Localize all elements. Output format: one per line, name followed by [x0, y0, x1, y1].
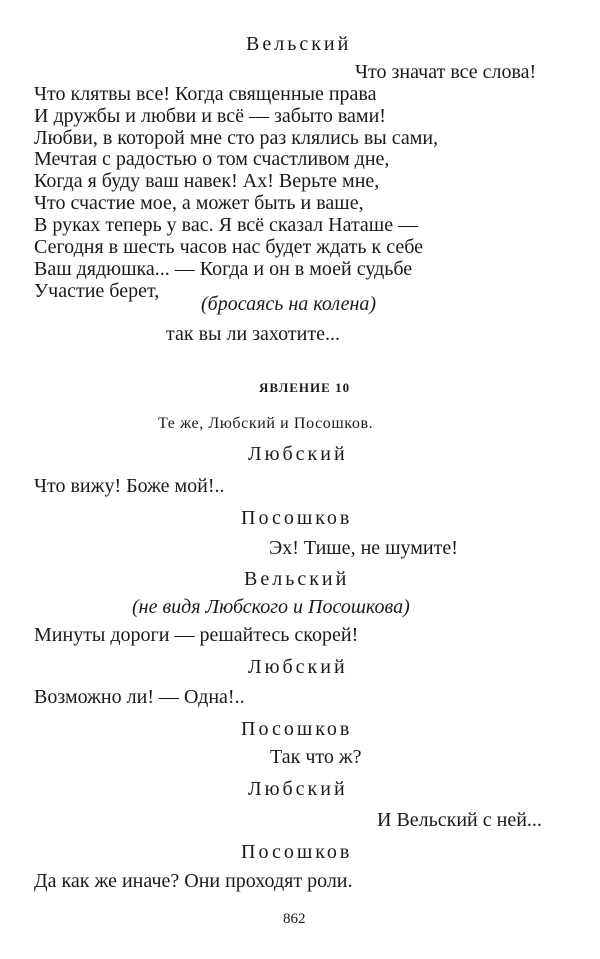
- speaker-name: Любский: [248, 778, 348, 800]
- verse-line: Любви, в которой мне сто раз клялись вы сами,: [34, 127, 439, 149]
- verse-line: И дружбы и любви и всё — забыто вами!: [34, 105, 386, 127]
- verse-line: Эх! Тише, не шумите!: [269, 537, 458, 559]
- verse-line: Участие берет,: [34, 280, 160, 302]
- verse-line: Возможно ли! — Одна!..: [34, 686, 245, 708]
- speaker-name: Любский: [248, 656, 348, 678]
- scene-heading: ЯВЛЕНИЕ 10: [259, 380, 351, 395]
- verse-line: Что вижу! Боже мой!..: [34, 475, 225, 497]
- scene-cast: Те же, Любский и Посошков.: [158, 415, 374, 432]
- speaker-name: Посошков: [241, 841, 353, 863]
- verse-line: В руках теперь у вас. Я всё сказал Наташе —: [34, 214, 419, 236]
- verse-line: так вы ли захотите...: [166, 323, 340, 345]
- verse-line: Так что ж?: [270, 746, 362, 768]
- speaker-name: Вельский: [246, 33, 352, 55]
- verse-line: Что счастие мое, а может быть и ваше,: [34, 192, 364, 214]
- verse-line: Когда я буду ваш навек! Ах! Верьте мне,: [34, 170, 380, 192]
- verse-line: Сегодня в шесть часов нас будет ждать к себе: [34, 236, 424, 258]
- verse-line: Минуты дороги — решайтесь скорей!: [34, 624, 359, 646]
- verse-line: Да как же иначе? Они проходят роли.: [34, 870, 353, 892]
- stage-direction: (не видя Любского и Посошкова): [132, 596, 410, 618]
- verse-line: И Вельский с ней...: [377, 809, 542, 831]
- speaker-name: Вельский: [244, 568, 350, 590]
- stage-direction: (бросаясь на колена): [201, 293, 377, 315]
- speaker-name: Посошков: [241, 507, 353, 529]
- verse-line: Мечтая с радостью о том счастливом дне,: [34, 148, 390, 170]
- verse-line: Ваш дядюшка... — Когда и он в моей судьбе: [34, 258, 413, 280]
- verse-line: Что клятвы все! Когда священные права: [34, 83, 377, 105]
- verse-line: Что значат все слова!: [355, 61, 537, 83]
- speaker-name: Посошков: [241, 718, 353, 740]
- page-number: 862: [283, 911, 306, 927]
- speaker-name: Любский: [248, 443, 348, 465]
